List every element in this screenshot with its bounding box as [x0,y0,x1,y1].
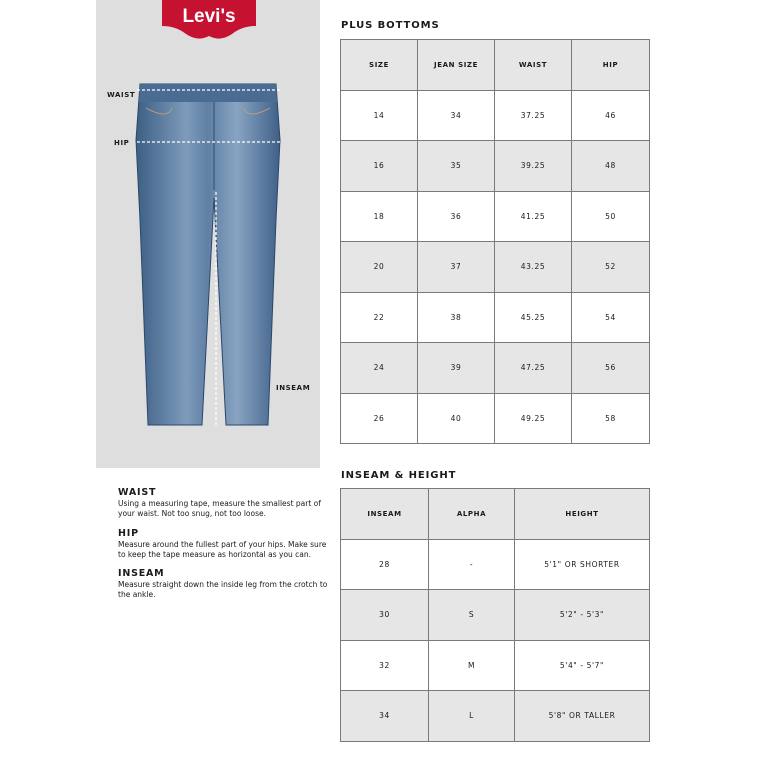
table-cell: 45.25 [495,292,572,343]
plus-bottoms-table [340,39,650,444]
table-cell: 37.25 [495,90,572,141]
table-row [341,292,650,343]
table-cell: 36 [418,191,495,242]
guide-inseam-text: Measure straight down the inside leg from the crotch to the ankle. [118,580,328,599]
table-row [341,640,650,691]
guide-hip-title: HIP [118,528,139,539]
table-row [341,539,650,590]
table-cell: 49.25 [495,393,572,444]
table-cell: 16 [341,141,418,192]
table-header-row [341,40,650,91]
table-cell: L [429,691,515,742]
table-row [341,191,650,242]
inseam-label: INSEAM [276,384,311,392]
table-cell: 32 [341,640,429,691]
guide-hip-text: Measure around the fullest part of your hips. Make sure to keep the tape measure as horizontal as you can. [118,540,327,559]
table-cell: 22 [341,292,418,343]
table-cell: 50 [572,191,650,242]
table-cell: 37 [418,242,495,293]
plus-bottoms-title: PLUS BOTTOMS [341,20,440,31]
table-cell: 47.25 [495,343,572,394]
table-cell: 26 [341,393,418,444]
table-row [341,393,650,444]
table-cell: - [429,539,515,590]
guide-inseam-title: INSEAM [118,568,165,579]
column-header: WAIST [495,40,572,91]
table-cell: 28 [341,539,429,590]
table-cell: 20 [341,242,418,293]
table-cell: 48 [572,141,650,192]
table-cell: 46 [572,90,650,141]
guide-hip [118,529,328,560]
table-cell: 35 [418,141,495,192]
guide-waist-text: Using a measuring tape, measure the smallest part of your waist. Not too snug, not too loose. [118,499,321,518]
waist-label: WAIST [107,91,136,99]
guide-waist [118,488,328,519]
table-cell: M [429,640,515,691]
table-cell: 43.25 [495,242,572,293]
inseam-height-title: INSEAM & HEIGHT [341,470,457,481]
column-header: INSEAM [341,489,429,540]
table-cell: 30 [341,590,429,641]
column-header: HIP [572,40,650,91]
table-cell: 5'4" - 5'7" [515,640,650,691]
table-cell: 34 [341,691,429,742]
inseam-height-table [340,488,650,742]
table-cell: 39 [418,343,495,394]
table-cell: 14 [341,90,418,141]
table-cell: 54 [572,292,650,343]
column-header: JEAN SIZE [418,40,495,91]
table-cell: 40 [418,393,495,444]
table-cell: 39.25 [495,141,572,192]
column-header: ALPHA [429,489,515,540]
table-cell: 18 [341,191,418,242]
table-cell: 56 [572,343,650,394]
column-header: SIZE [341,40,418,91]
table-row [341,590,650,641]
guide-waist-title: WAIST [118,487,157,498]
table-row [341,242,650,293]
hip-label: HIP [114,139,130,147]
table-header-row [341,489,650,540]
column-header: HEIGHT [515,489,650,540]
table-cell: 24 [341,343,418,394]
table-cell: 34 [418,90,495,141]
table-cell: 5'1" OR SHORTER [515,539,650,590]
table-cell: 38 [418,292,495,343]
table-cell: 5'2" - 5'3" [515,590,650,641]
guide-inseam [118,569,328,600]
table-row [341,90,650,141]
table-row [341,141,650,192]
svg-text:Levi's: Levi's [182,6,236,27]
table-row [341,343,650,394]
table-cell: 41.25 [495,191,572,242]
table-cell: S [429,590,515,641]
table-cell: 58 [572,393,650,444]
table-cell: 52 [572,242,650,293]
table-cell: 5'8" OR TALLER [515,691,650,742]
table-row [341,691,650,742]
